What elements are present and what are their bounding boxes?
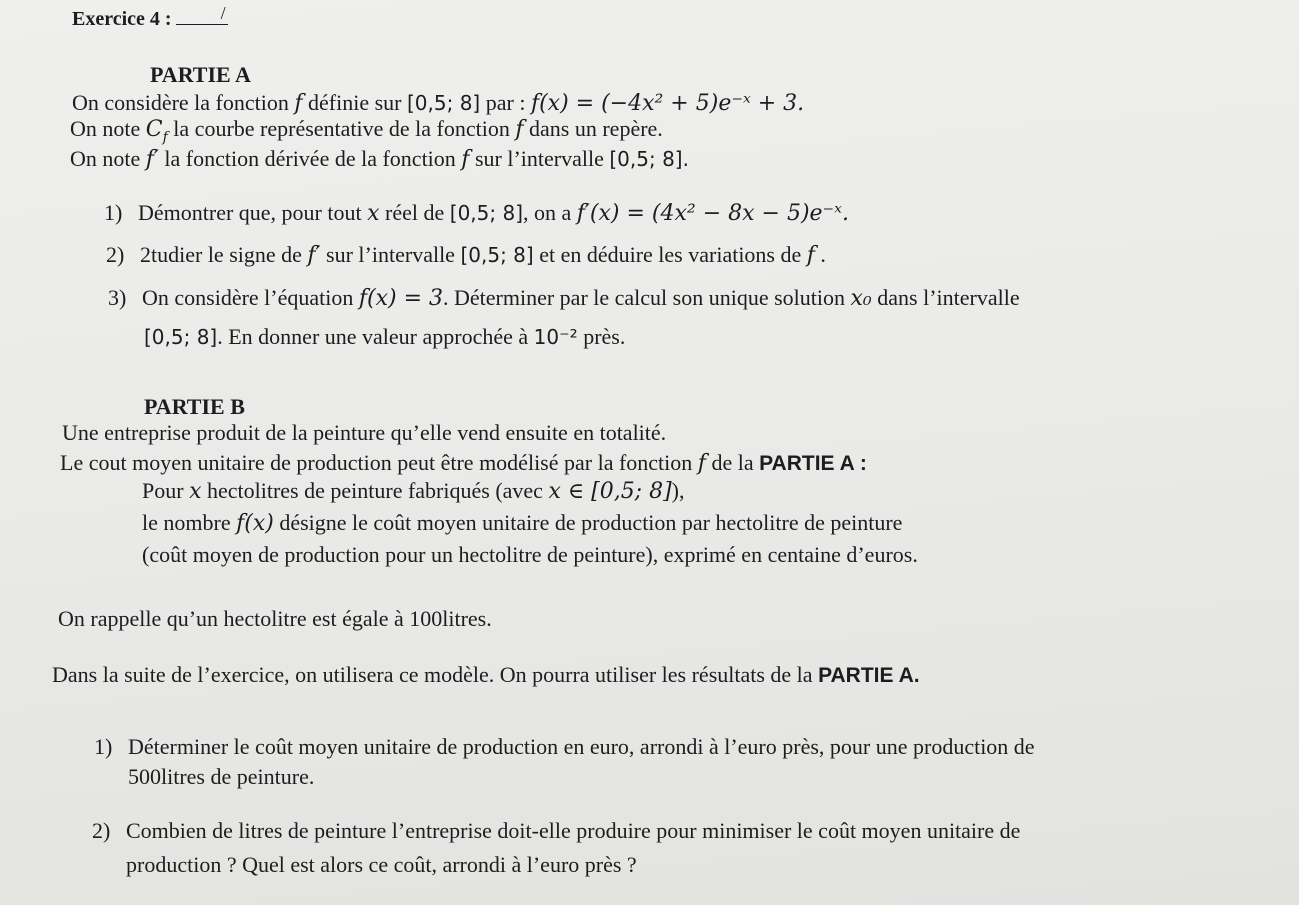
text: dans un repère.	[523, 116, 663, 141]
math-f: f	[515, 117, 524, 142]
text: . Déterminer par le calcul son unique solution	[443, 285, 851, 310]
question-number: 1)	[104, 200, 123, 225]
text: ),	[671, 478, 685, 503]
partie-b-question-1	[94, 734, 1035, 760]
math-f: f	[294, 91, 303, 116]
math-f: f	[806, 243, 815, 268]
title-underline-blank	[176, 3, 228, 25]
math-interval: [0,5; 8]	[449, 201, 523, 225]
partie-a-question-3	[108, 285, 1020, 312]
partie-a-question-2	[106, 242, 826, 269]
math-x: x	[367, 201, 380, 226]
question-number: 1)	[94, 734, 113, 759]
question-number: 2)	[106, 242, 125, 267]
partie-a-question-1	[104, 200, 849, 227]
math-formula-f: f(x) = (−4x² + 5)e⁻ˣ + 3.	[530, 91, 805, 116]
math-interval: [0,5; 8]	[407, 91, 481, 115]
text: définie sur	[302, 90, 407, 115]
math-domain: x ∈ [0,5; 8]	[548, 479, 672, 504]
text: de la	[705, 450, 760, 475]
math-power: 10⁻²	[533, 325, 578, 349]
exercise-title	[72, 3, 228, 32]
partie-b-paragraph-2	[60, 450, 867, 477]
partie-b-paragraph-6: On rappelle qu’un hectolitre est égale à 100litres.	[58, 606, 492, 631]
text: la courbe représentative de la fonction	[167, 116, 516, 141]
text: Combien de litres de peinture l’entreprise doit-elle produire pour minimiser le coût moyen unitaire de	[126, 818, 1021, 843]
math-cf-sub: f	[162, 129, 168, 146]
text: désigne le coût moyen unitaire de production par hectolitre de peinture	[273, 510, 903, 535]
math-f: f	[697, 451, 706, 476]
text: et en déduire les variations de	[533, 242, 807, 267]
text: Démontrer que, pour tout	[138, 200, 368, 225]
partie-b-paragraph-7	[52, 662, 920, 689]
partie-a-intro-line-1	[72, 90, 804, 117]
text: On note	[70, 116, 146, 141]
partie-a-heading: PARTIE A	[150, 62, 251, 87]
title-mark: /	[220, 3, 226, 23]
math-fprime: f′	[307, 243, 321, 268]
math-x: x	[189, 479, 202, 504]
text: Dans la suite de l’exercice, on utilisera ce modèle. On pourra utiliser les résultats de la	[52, 662, 819, 687]
partie-b-paragraph-3	[142, 478, 685, 505]
partie-b-heading: PARTIE B	[144, 394, 245, 419]
exercise-title-text: Exercice 4 :	[72, 8, 172, 30]
partie-b-paragraph-4	[142, 510, 902, 537]
text: par :	[480, 90, 531, 115]
text: Pour	[142, 478, 190, 503]
math-interval: [0,5; 8].	[609, 147, 689, 171]
partie-b-paragraph-5: (coût moyen de production pour un hectolitre de peinture), exprimé en centaine d’euros.	[142, 542, 918, 567]
math-fprime: f′	[145, 147, 159, 172]
math-interval: [0,5; 8]	[460, 243, 534, 267]
partie-a-intro-line-3	[70, 146, 689, 173]
text: , on a	[523, 200, 577, 225]
text: On note	[70, 146, 146, 171]
text: On considère l’équation	[142, 285, 359, 310]
text: hectolitres de peinture fabriqués (avec	[201, 478, 549, 503]
text: sur l’intervalle	[320, 242, 461, 267]
text: près.	[577, 324, 626, 349]
text: .	[814, 242, 826, 267]
math-formula-fprime: f′(x) = (4x² − 8x − 5)e⁻ˣ.	[576, 201, 849, 226]
text: . En donner une valeur approchée à	[217, 324, 534, 349]
text: le nombre	[142, 510, 237, 535]
text: On considère la fonction	[72, 90, 295, 115]
question-number: 3)	[108, 285, 127, 310]
math-cf: C	[145, 117, 163, 142]
text: Le cout moyen unitaire de production peut être modélisé par la fonction	[60, 450, 698, 475]
math-x0: x₀	[850, 286, 872, 311]
math-equation: f(x) = 3	[358, 286, 444, 311]
math-f: f	[461, 147, 470, 172]
math-fx: f(x)	[236, 511, 274, 536]
bold-reference: PARTIE A.	[818, 664, 920, 687]
bold-reference: PARTIE A :	[759, 452, 867, 475]
partie-b-question-1-line-2: 500litres de peinture.	[128, 764, 315, 789]
text: réel de	[379, 200, 450, 225]
math-interval: [0,5; 8]	[144, 325, 218, 349]
text: la fonction dérivée de la fonction	[158, 146, 462, 171]
partie-b-paragraph-1: Une entreprise produit de la peinture qu’elle vend ensuite en totalité.	[62, 420, 667, 445]
question-number: 2)	[92, 818, 111, 843]
text: dans l’intervalle	[871, 285, 1020, 310]
text: sur l’intervalle	[469, 146, 610, 171]
text: 2tudier le signe de	[140, 242, 308, 267]
partie-b-question-2-line-2: production ? Quel est alors ce coût, arrondi à l’euro près ?	[126, 852, 637, 877]
partie-b-question-2	[92, 818, 1020, 844]
partie-a-question-3-line-2	[144, 324, 625, 350]
text: Déterminer le coût moyen unitaire de production en euro, arrondi à l’euro près, pour une production de	[128, 734, 1035, 759]
